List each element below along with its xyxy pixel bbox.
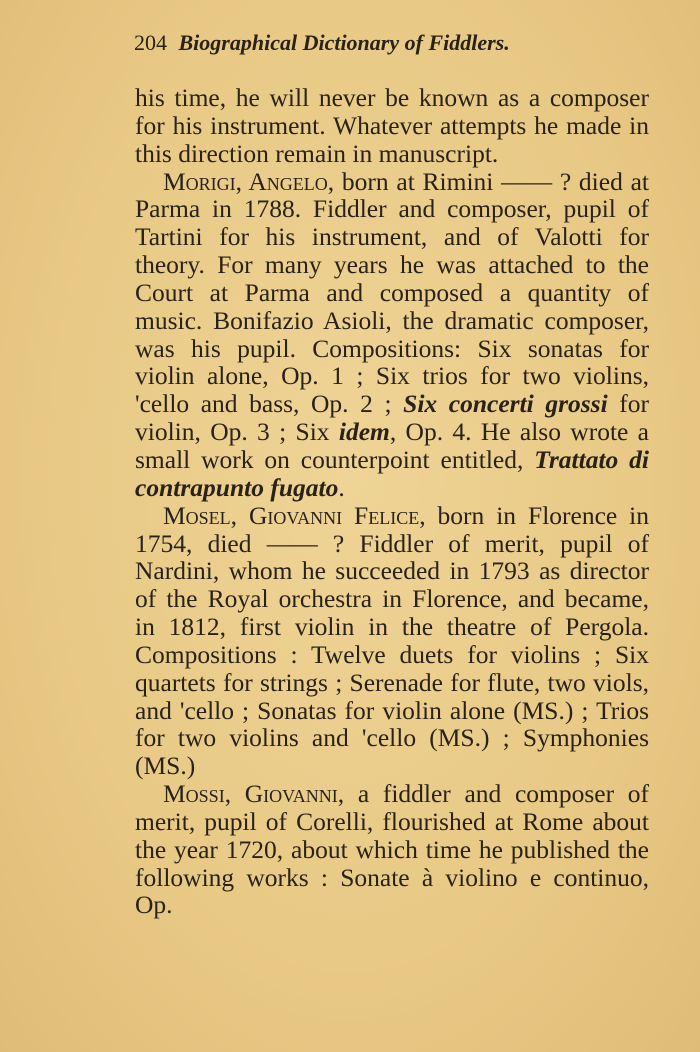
paragraph-text: , Op. 4. He also wrote a small work on counterpoint entitled, [135, 417, 649, 474]
work-title: idem [338, 417, 390, 447]
page-number: 204 [134, 30, 167, 55]
work-title: Six concerti grossi [403, 389, 608, 419]
paragraph-text: a fiddler and composer of merit, pupil of Corelli, flourished at Rome about the year 1720, about which time he published the following works : Sonate à violino e continuo, Op. [135, 779, 649, 920]
entry-headword: Mossi, Giovanni, [163, 779, 345, 809]
paragraph-continuation [135, 84, 649, 168]
entry-headword: Mosel, Giovanni Felice, [163, 500, 426, 530]
running-title: Biographical Dictionary of Fiddlers. [178, 30, 510, 55]
entry-mosel [135, 502, 649, 780]
body-text [135, 84, 649, 919]
paragraph-text: his time, he will never be known as a composer for his instrument. Whatever attempts he made in this direction remain in manuscript. [135, 83, 649, 168]
paragraph-text: born in Florence in 1754, died —— ? Fiddler of merit, pupil of Nardini, whom he succeeded in 1793 as director of the Royal orchestra in Florence, and became, in 1812, first violin in the theatre of Pergola. Compositions : Twelve duets for violins ; Six quartets for strings ; Serenade for flute, two viols, and 'cello ; Sonatas for violin alone (MS.) ; Trios for two violins and 'cello (MS.) ; Symphonies (MS.) [135, 500, 650, 781]
entry-mossi [135, 780, 649, 919]
paragraph-text: for violin, Op. 3 ; Six [135, 389, 650, 447]
running-header [134, 30, 510, 56]
paragraph-text: born at Rimini —— ? died at Parma in 1788. Fiddler and composer, pupil of Tartini for his instrument, and of Valotti for theory. For many years he was attached to the Court at Parma and composed a quantity of music. Bonifazio Asioli, the dramatic composer, was his pupil. Compositions: Six sonatas for violin alone, Op. 1 ; Six trios for two violins, 'cello and bass, Op. 2 ; [135, 166, 649, 419]
work-title: Trattato di contrapunto fugato [135, 444, 649, 502]
paragraph-text: . [338, 472, 345, 502]
entry-morigi [135, 168, 649, 502]
entry-headword: Morigi, Angelo, [163, 166, 335, 196]
